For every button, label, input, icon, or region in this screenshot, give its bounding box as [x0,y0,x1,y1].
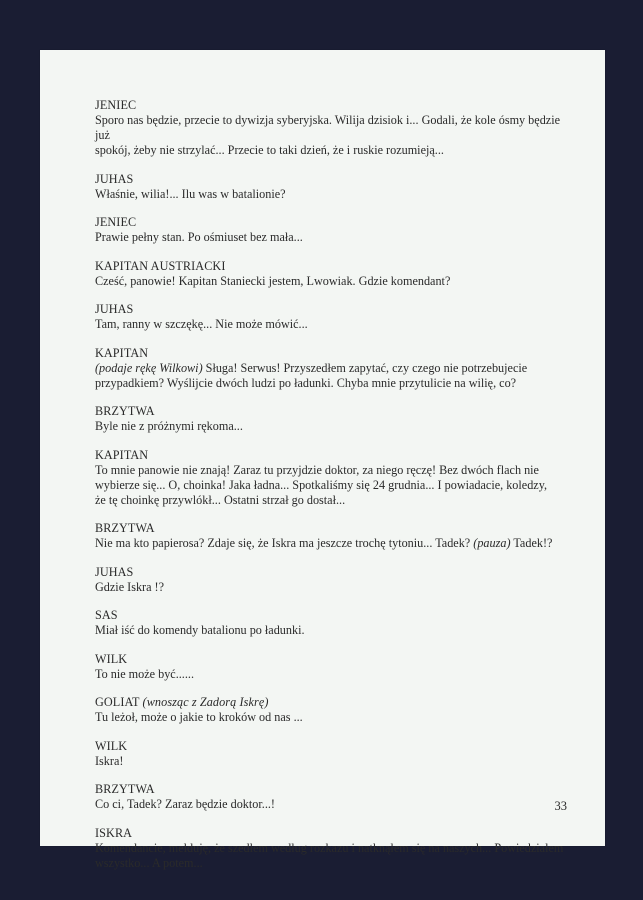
stage-direction: (pauza) [473,536,511,550]
speaker-name: SAS [95,608,118,622]
dialogue-block [95,98,575,158]
page-number: 33 [554,799,567,813]
speaker-name: JENIEC [95,215,137,229]
dialogue-line: Iskra! [95,753,124,768]
dialogue-line: Byle nie z próżnymi rękoma... [95,419,243,433]
dialogue-line [95,361,575,376]
document-page [40,50,605,870]
speaker-name: KAPITAN AUSTRIACKI [95,258,226,273]
speaker-name: WILK [95,651,128,666]
speaker-name: JUHAS [95,171,134,186]
dialogue-block [95,448,575,508]
dialogue-block [95,782,575,812]
dialogue-line: wybierze się... O, choinka! Jaka ładna... Spotkaliśmy się 24 grudnia... I powiadacie, koledzy, [95,477,548,492]
dialogue-block [95,652,575,682]
speaker-name-line [95,695,575,710]
dialogue-line: Tu leżoł, może o jakie to kroków od nas ... [95,710,303,724]
dialogue-line: wszystko... A potem... [95,855,203,870]
dialogue-block [95,215,575,245]
dialogue-line [95,536,575,551]
dialogue-line: Miał iść do komendy batalionu po ładunki. [95,623,305,637]
speaker-name: BRZYTWA [95,404,155,418]
dialogue-line: Sporo nas będzie, przecie to dywizja syberyjska. Wilija dzisiok i... Godali, że kole ósmy będzie już [95,113,560,142]
dialogue-block [95,346,575,391]
dialogue-line: Gdzie Iskra !? [95,579,165,594]
dialogue-line: Właśnie, wilia!... Ilu was w batalionie? [95,186,286,201]
dialogue-text: Sługa! Serwus! Przyszedłem zapytać, czy czego nie potrzebujecie [202,360,528,375]
dialogue-line: przypadkiem? Wyślijcie dwóch ludzi po ładunki. Chyba mnie przytulicie na wilię, co? [95,375,517,390]
speaker-name: ISKRA [95,825,133,840]
dialogue-line: Prawie pełny stan. Po ośmiuset bez mała... [95,230,303,244]
dialogue-text: Nie ma kto papierosa? Zdaje się, że Iskra ma jeszcze trochę tytoniu... Tadek? [95,536,474,550]
dialogue-line: Co ci, Tadek? Zaraz będzie doktor...! [95,797,275,811]
speaker-name: JENIEC [95,98,137,112]
dialogue-line: To mnie panowie nie znają! Zaraz tu przyjdzie doktor, za niego ręczę! Bez dwóch flach nie [95,462,539,477]
dialogue-block [95,172,575,202]
dialogue-line: że tę choinkę przywlókł... Ostatni strzał go dostał... [95,492,346,507]
stage-direction: (podaje rękę Wilkowi) [95,360,203,375]
dialogue-block [95,826,575,871]
dialogue-line: Tam, ranny w szczękę... Nie może mówić... [95,317,308,331]
speaker-name: BRZYTWA [95,782,155,796]
stage-direction: (wnosząc z Zadorą Iskrę) [142,695,269,709]
speaker-name: JUHAS [95,564,134,579]
dialogue-block [95,259,575,289]
dialogue-block [95,404,575,434]
dialogue-block [95,739,575,769]
dialogue-block [95,521,575,551]
speaker-name: BRZYTWA [95,521,155,535]
speaker-name: JUHAS [95,302,134,316]
dialogue-block [95,695,575,725]
dialogue-line: Cześć, panowie! Kapitan Staniecki jestem, Lwowiak. Gdzie komendant? [95,273,451,288]
script-text [95,98,575,884]
speaker-name: GOLIAT [95,695,140,709]
dialogue-block [95,608,575,638]
dialogue-line: Komendancie, melduję, że szedłem według rozkazu i natknąłem się na naszych... Powiedziałem [95,840,564,855]
dialogue-block [95,302,575,332]
dialogue-line: To nie może być...... [95,666,194,681]
dialogue-line: spokój, żeby nie strzylać... Przecie to taki dzień, że i ruskie rozumieją... [95,143,444,157]
speaker-name: WILK [95,738,128,753]
speaker-name: KAPITAN [95,447,149,462]
dialogue-text: Tadek!? [510,536,553,550]
dialogue-block [95,565,575,595]
speaker-name: KAPITAN [95,345,149,360]
